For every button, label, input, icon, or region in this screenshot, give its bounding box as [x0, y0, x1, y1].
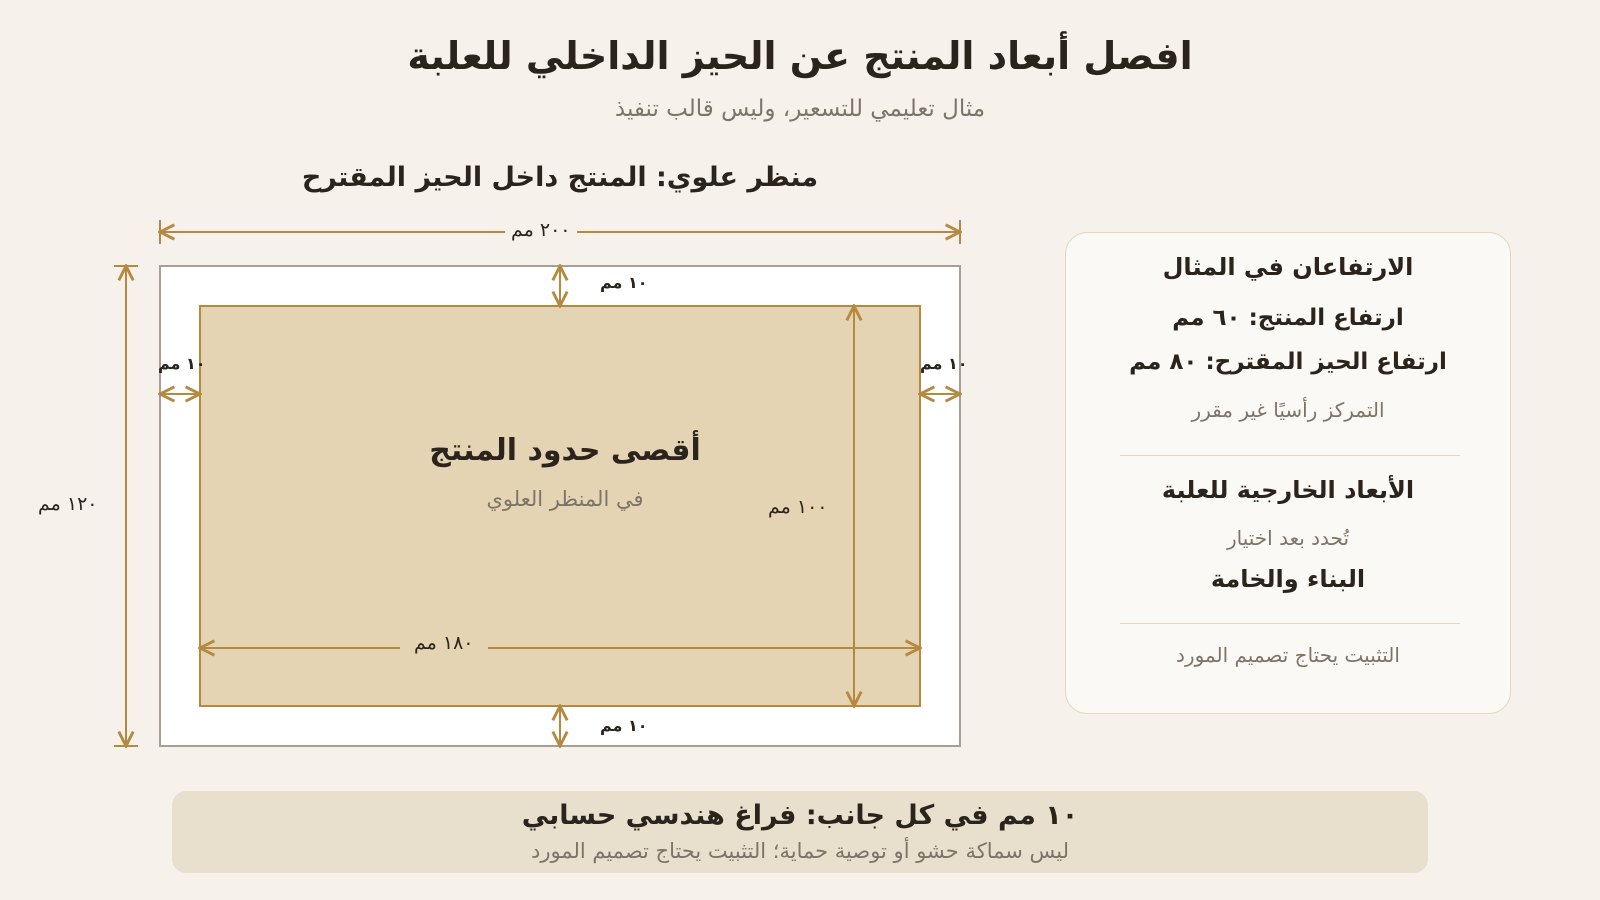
outer-dimensions-heading: الأبعاد الخارجية للعلبة	[1161, 476, 1415, 504]
product-extent-subtitle: في المنظر العلوي	[486, 487, 644, 511]
centering-note: التمركز رأسيًا غير مقرر	[1191, 398, 1385, 422]
diagram-heading: منظر علوي: المنتج داخل الحيز المقترح	[301, 162, 819, 193]
page-subtitle: مثال تعليمي للتسعير، وليس قالب تنفيذ	[614, 96, 986, 122]
clearance-top-label: ١٠ مم	[600, 273, 648, 292]
page-title: افصل أبعاد المنتج عن الحيز الداخلي للعلبة	[407, 34, 1193, 78]
construction-text: البناء والخامة	[1210, 565, 1366, 593]
banner-sub-text: ليس سماكة حشو أو توصية حماية؛ التثبيت يحتاج تصميم المورد	[530, 839, 1070, 863]
heights-info-card	[1065, 232, 1511, 714]
product-width-label: ١٨٠ مم	[400, 632, 488, 654]
card-divider	[1120, 455, 1460, 456]
heights-heading: الارتفاعان في المثال	[1162, 253, 1414, 281]
card-divider	[1120, 623, 1460, 624]
clearance-left-label: ١٠ مم	[158, 354, 206, 373]
banner-main-text: ١٠ مم في كل جانب: فراغ هندسي حسابي	[521, 800, 1079, 831]
product-height-label: ١٠٠ مم	[768, 496, 828, 518]
fixing-note: التثبيت يحتاج تصميم المورد	[1176, 643, 1400, 667]
product-extent-title: أقصى حدود المنتج	[429, 433, 701, 468]
outer-width-label: ٢٠٠ مم	[505, 219, 577, 241]
outer-height-label: ١٢٠ مم	[38, 493, 98, 515]
decided-after-text: تُحدد بعد اختيار	[1226, 526, 1350, 550]
space-height-text: ارتفاع الحيز المقترح: ٨٠ مم	[1129, 349, 1447, 375]
clearance-right-label: ١٠ مم	[920, 354, 968, 373]
clearance-bottom-label: ١٠ مم	[600, 716, 648, 735]
product-height-text: ارتفاع المنتج: ٦٠ مم	[1172, 305, 1404, 331]
clearance-banner	[172, 791, 1428, 873]
